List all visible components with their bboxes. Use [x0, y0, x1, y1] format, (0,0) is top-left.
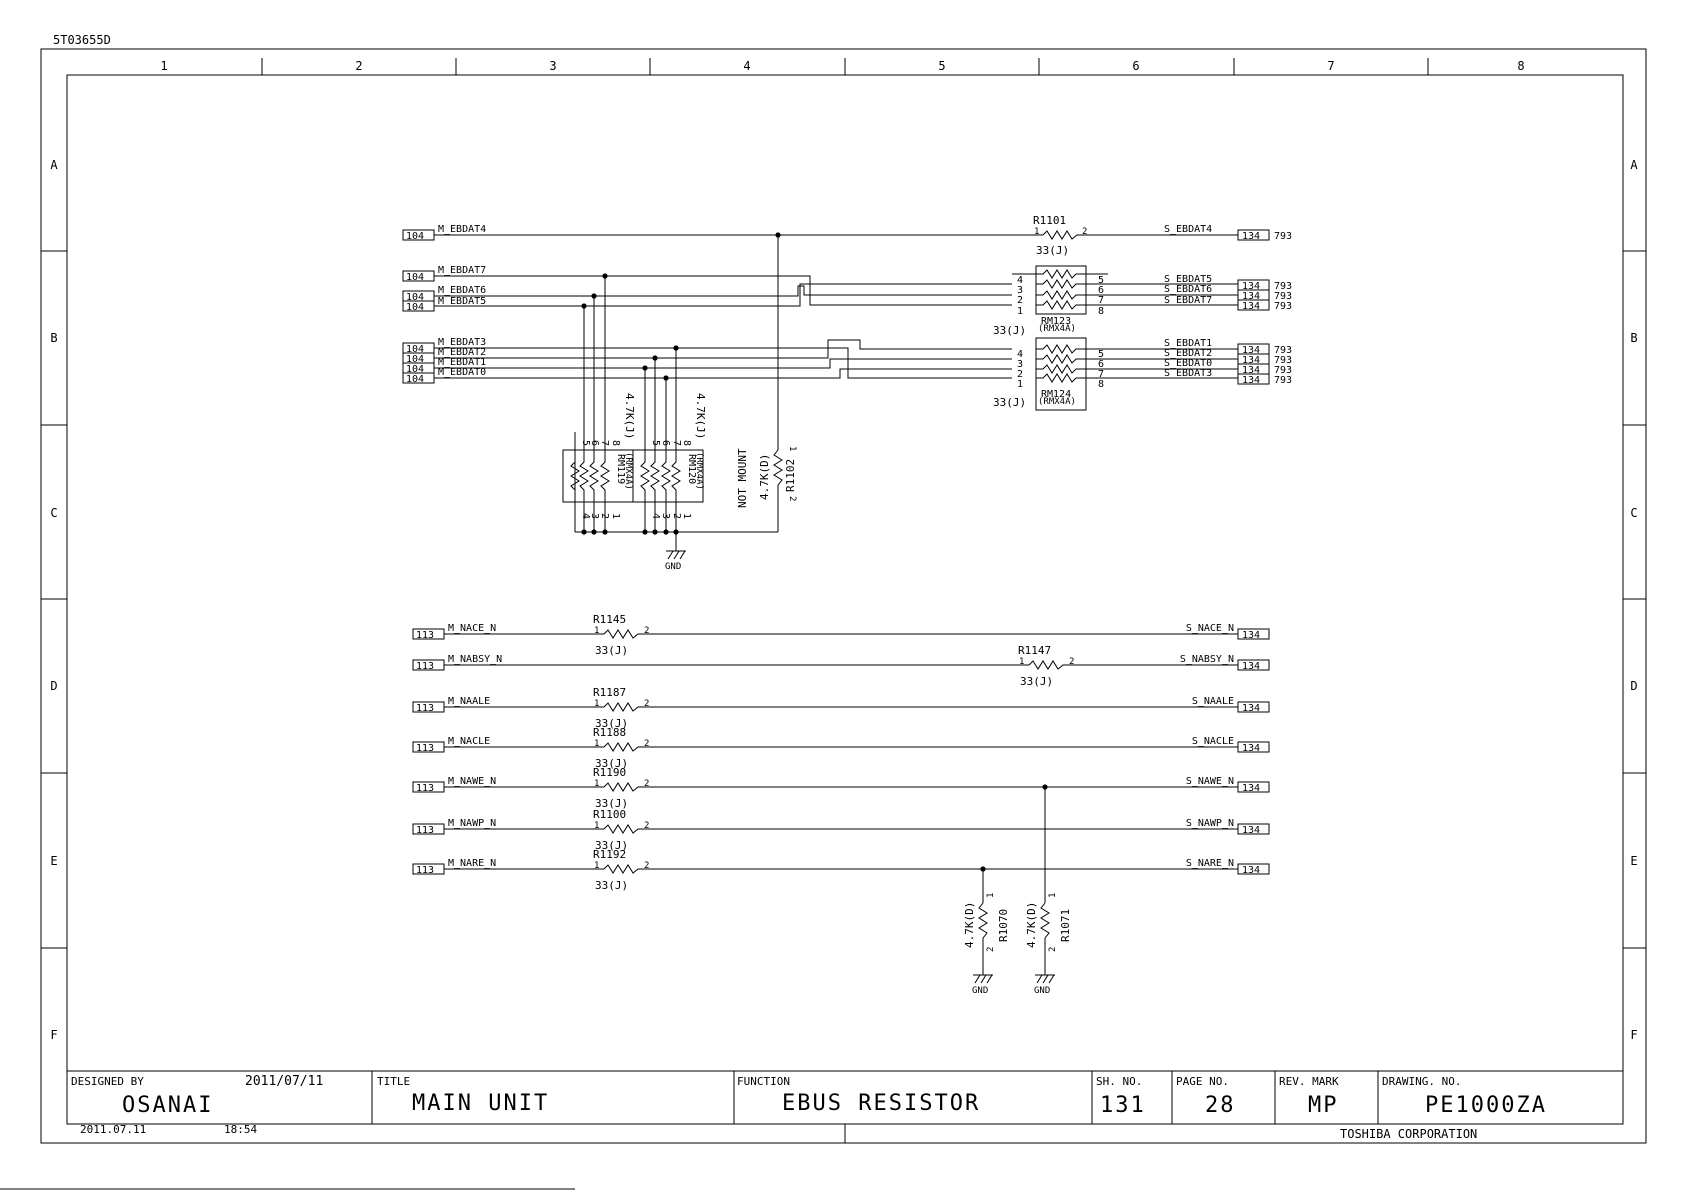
svg-text:134: 134 — [1242, 281, 1261, 292]
svg-text:3: 3 — [1017, 285, 1024, 296]
pin-label: 2 — [644, 739, 650, 749]
grid-col-1: 1 — [160, 59, 168, 73]
grid-col-3: 3 — [549, 59, 557, 73]
net-label-s-ebdat7: S_EBDAT7 — [1164, 295, 1213, 306]
port-page: 104 — [406, 344, 425, 355]
svg-text:2: 2 — [671, 513, 682, 520]
svg-text:6: 6 — [660, 440, 671, 447]
grid-col-5: 5 — [938, 59, 946, 73]
net-label-right: S_NARE_N — [1185, 858, 1234, 869]
port-page: 104 — [406, 354, 425, 365]
sheet-no: 131 — [1100, 1093, 1146, 1118]
svg-text:7: 7 — [1098, 295, 1105, 306]
svg-text:7: 7 — [599, 440, 610, 447]
net-label-s-ebdat2: S_EBDAT2 — [1164, 348, 1213, 359]
title-label: TITLE — [377, 1075, 411, 1088]
grid-col-8: 8 — [1517, 59, 1525, 73]
port-page: 134 — [1242, 661, 1261, 672]
port-page: 134 — [1242, 783, 1261, 794]
resistor-ref: R1100 — [593, 808, 627, 821]
print-time: 18:54 — [224, 1123, 258, 1136]
ebdat-section — [403, 214, 1292, 572]
row-ticks — [41, 251, 1646, 948]
resistor-ref: R1147 — [1018, 644, 1052, 657]
svg-text:6: 6 — [1098, 285, 1105, 296]
upper-wires — [434, 235, 1238, 551]
resistor-ref: R1190 — [593, 766, 627, 779]
svg-text:2: 2 — [787, 496, 797, 502]
svg-text:134: 134 — [1242, 231, 1261, 242]
grid-row-f-right: F — [1630, 1028, 1638, 1042]
svg-text:2: 2 — [1017, 295, 1024, 306]
grid-row-d-right: D — [1630, 679, 1638, 693]
nand-net-row — [413, 686, 1269, 730]
svg-text:793: 793 — [1274, 345, 1293, 356]
svg-text:134: 134 — [1242, 355, 1261, 366]
function-value: EBUS RESISTOR — [782, 1091, 981, 1116]
grid-row-c-left: C — [50, 506, 58, 520]
pin-label: 2 — [644, 626, 650, 636]
svg-text:7: 7 — [671, 440, 682, 447]
resistor-value: 33(J) — [595, 839, 629, 852]
svg-text:2: 2 — [1017, 369, 1024, 380]
resistor-array-rm120 — [633, 393, 707, 519]
resistor-ref: R1187 — [593, 686, 627, 699]
port-page: 134 — [1242, 630, 1261, 641]
net-label-m-ebdat1: M_EBDAT1 — [438, 357, 487, 368]
resistor-value: 33(J) — [595, 879, 629, 892]
grid-row-e-right: E — [1630, 854, 1638, 868]
net-label-right: S_NAWE_N — [1185, 776, 1234, 787]
grid-col-7: 7 — [1327, 59, 1335, 73]
grid-row-b-right: B — [1630, 331, 1638, 345]
pin-label: 1 — [594, 779, 600, 789]
nand-net-row — [413, 613, 1269, 657]
grid-row-f-left: F — [50, 1028, 58, 1042]
net-label-s-ebdat6: S_EBDAT6 — [1164, 284, 1213, 295]
designed-by-label: DESIGNED BY — [71, 1075, 144, 1088]
drawing-no-label: DRAWING. NO. — [1382, 1075, 1462, 1088]
net-label-s-ebdat1: S_EBDAT1 — [1164, 338, 1213, 349]
grid-row-d-left: D — [50, 679, 58, 693]
grid-row-a-right: A — [1630, 158, 1638, 172]
grid-row-a-left: A — [50, 158, 58, 172]
upper-left-ports — [403, 224, 486, 385]
net-label-left: M_NABSY_N — [448, 654, 503, 665]
rev-mark-label: REV. MARK — [1279, 1075, 1339, 1088]
print-date: 2011.07.11 — [80, 1123, 147, 1136]
net-label-s-ebdat4: S_EBDAT4 — [1164, 224, 1213, 235]
pin-label: 2 — [644, 861, 650, 871]
net-label-right: S_NAALE — [1191, 696, 1234, 707]
resistor-ref: R1188 — [593, 726, 627, 739]
drawing-no: PE1000ZA — [1425, 1093, 1547, 1118]
net-label-left: M_NAWP_N — [448, 818, 497, 829]
inner-border — [67, 75, 1623, 1124]
pin-label: 1 — [1019, 657, 1025, 667]
nand-section — [413, 613, 1269, 996]
net-label-m-ebdat6: M_EBDAT6 — [438, 285, 487, 296]
svg-text:134: 134 — [1242, 345, 1261, 356]
grid-col-4: 4 — [743, 59, 751, 73]
function-label: FUNCTION — [737, 1075, 790, 1088]
svg-text:1: 1 — [681, 513, 692, 520]
value-rm120: 4.7K(J) — [694, 393, 707, 440]
value-rm124: 33(J) — [993, 396, 1027, 409]
svg-text:793: 793 — [1274, 291, 1293, 302]
row-labels — [50, 158, 1638, 1042]
svg-text:5: 5 — [1098, 349, 1105, 360]
resistor-value: 33(J) — [595, 757, 629, 770]
pin-label: 2 — [644, 821, 650, 831]
net-label-s-ebdat0: S_EBDAT0 — [1164, 358, 1213, 369]
net-label-left: M_NAALE — [448, 696, 491, 707]
ref-r1102: R1102 — [784, 458, 797, 492]
grid-row-e-left: E — [50, 854, 58, 868]
resistor-r1071 — [1025, 784, 1072, 996]
svg-text:4: 4 — [1017, 349, 1024, 360]
svg-text:6: 6 — [1098, 359, 1105, 370]
svg-text:793: 793 — [1274, 301, 1293, 312]
pin-label: 1 — [1034, 227, 1040, 237]
svg-text:GND: GND — [665, 562, 682, 572]
svg-text:GND: GND — [1034, 986, 1051, 996]
net-label-left: M_NARE_N — [448, 858, 497, 869]
svg-text:1: 1 — [787, 446, 797, 452]
svg-text:1: 1 — [986, 892, 996, 898]
port-page: 113 — [416, 661, 435, 672]
port-page: 113 — [416, 865, 435, 876]
value-r1101: 33(J) — [1036, 244, 1070, 257]
note-not-mount: NOT MOUNT — [736, 448, 749, 508]
port-page: 134 — [1242, 743, 1261, 754]
pin-label: 1 — [594, 739, 600, 749]
svg-text:8: 8 — [1098, 379, 1105, 390]
net-label-left: M_NACLE — [448, 736, 491, 747]
title-value: MAIN UNIT — [412, 1091, 550, 1116]
resistor-value: 33(J) — [1020, 675, 1054, 688]
value-r1102: 4.7K(D) — [758, 453, 771, 500]
port-page: 134 — [1242, 865, 1261, 876]
svg-text:R1070: R1070 — [997, 908, 1010, 942]
svg-text:8: 8 — [610, 440, 621, 447]
svg-text:2: 2 — [599, 513, 610, 520]
title-block — [67, 1071, 1623, 1143]
ref-rm119: RM119 — [615, 454, 626, 485]
resistor-array-rm123 — [993, 266, 1108, 337]
svg-text:134: 134 — [1242, 365, 1261, 376]
net-label-m-ebdat2: M_EBDAT2 — [438, 347, 487, 358]
pin-label: 1 — [594, 821, 600, 831]
port-page: 134 — [1242, 703, 1261, 714]
svg-text:3: 3 — [589, 513, 600, 520]
grid-col-2: 2 — [355, 59, 363, 73]
gnd-symbol-upper — [665, 551, 686, 572]
net-label-right: S_NAWP_N — [1185, 818, 1234, 829]
svg-text:2: 2 — [986, 946, 996, 952]
nand-net-row — [413, 726, 1269, 770]
nand-net-row — [413, 848, 1269, 892]
resistor-value: 33(J) — [595, 717, 629, 730]
net-label-right: S_NABSY_N — [1179, 654, 1234, 665]
nand-net-row — [413, 766, 1269, 810]
svg-text:7: 7 — [1098, 369, 1105, 380]
pin-label: 2 — [1069, 657, 1075, 667]
nand-net-row — [413, 808, 1269, 852]
port-page: 134 — [1242, 825, 1261, 836]
svg-text:2: 2 — [1048, 946, 1058, 952]
port-page: 113 — [416, 630, 435, 641]
net-label-right: S_NACE_N — [1185, 623, 1234, 634]
svg-text:134: 134 — [1242, 301, 1261, 312]
port-page: 104 — [406, 231, 425, 242]
pin-label: 2 — [644, 699, 650, 709]
resistor-r1070 — [963, 866, 1010, 996]
sheet-no-label: SH. NO. — [1096, 1075, 1143, 1088]
port-page: 104 — [406, 374, 425, 385]
net-label-s-ebdat5: S_EBDAT5 — [1164, 274, 1213, 285]
net-label-s-ebdat3: S_EBDAT3 — [1164, 368, 1213, 379]
pkg-rm123: (RMX4A) — [1038, 324, 1076, 334]
resistor-array-rm119 — [563, 393, 636, 519]
net-label-m-ebdat0: M_EBDAT0 — [438, 367, 487, 378]
svg-text:4.7K(D): 4.7K(D) — [1025, 901, 1038, 948]
svg-text:1: 1 — [1017, 306, 1024, 317]
rev-mark: MP — [1308, 1093, 1339, 1118]
column-dividers — [262, 58, 1428, 75]
value-rm123: 33(J) — [993, 324, 1027, 337]
svg-text:6: 6 — [589, 440, 600, 447]
svg-text:1: 1 — [610, 513, 621, 520]
ref-rm120: RM120 — [686, 454, 697, 485]
ref-rm123: RM123 — [1041, 316, 1072, 327]
net-label-left: M_NAWE_N — [448, 776, 497, 787]
svg-text:GND: GND — [972, 986, 989, 996]
page-no-label: PAGE NO. — [1176, 1075, 1229, 1088]
value-rm119: 4.7K(J) — [623, 393, 636, 440]
pkg-rm120: (RMX4A) — [694, 452, 704, 490]
svg-text:5: 5 — [580, 440, 591, 447]
svg-text:5: 5 — [1098, 275, 1105, 286]
svg-text:134: 134 — [1242, 291, 1261, 302]
port-page: 104 — [406, 272, 425, 283]
svg-text:R1071: R1071 — [1059, 908, 1072, 942]
pin-label: 1 — [594, 861, 600, 871]
pin-label: 2 — [644, 779, 650, 789]
grid-row-b-left: B — [50, 331, 58, 345]
port-page: 104 — [406, 364, 425, 375]
svg-text:8: 8 — [1098, 306, 1105, 317]
net-label-left: M_NACE_N — [448, 623, 497, 634]
port-page: 113 — [416, 703, 435, 714]
grid-row-c-right: C — [1630, 506, 1638, 520]
pkg-rm119: (RMX4A) — [623, 452, 633, 490]
net-label-m-ebdat5: M_EBDAT5 — [438, 296, 487, 307]
pin-label: 1 — [594, 626, 600, 636]
resistor-r1102 — [736, 446, 797, 508]
ref-rm124: RM124 — [1041, 389, 1072, 400]
svg-text:134: 134 — [1242, 375, 1261, 386]
resistor-ref: R1192 — [593, 848, 627, 861]
port-page: 113 — [416, 783, 435, 794]
net-label-m-ebdat7: M_EBDAT7 — [438, 265, 487, 276]
svg-text:1: 1 — [1048, 892, 1058, 898]
svg-text:793: 793 — [1274, 375, 1293, 386]
designer-name: OSANAI — [122, 1093, 214, 1118]
company-name: TOSHIBA CORPORATION — [1340, 1127, 1478, 1141]
resistor-value: 33(J) — [595, 797, 629, 810]
ref-r1101: R1101 — [1033, 214, 1067, 227]
svg-text:793: 793 — [1274, 281, 1293, 292]
doc-number: 5T03655D — [53, 33, 111, 47]
svg-text:3: 3 — [1017, 359, 1024, 370]
net-label-m-ebdat4: M_EBDAT4 — [438, 224, 487, 235]
port-page: 104 — [406, 302, 425, 313]
svg-text:793: 793 — [1274, 365, 1293, 376]
pin-label: 1 — [594, 699, 600, 709]
port-page: 113 — [416, 825, 435, 836]
page-no: 28 — [1205, 1093, 1236, 1118]
grid-col-6: 6 — [1132, 59, 1140, 73]
svg-text:793: 793 — [1274, 231, 1293, 242]
designed-date: 2011/07/11 — [245, 1074, 324, 1089]
port-page: 104 — [406, 292, 425, 303]
resistor-ref: R1145 — [593, 613, 627, 626]
resistor-value: 33(J) — [595, 644, 629, 657]
svg-text:4: 4 — [650, 513, 661, 520]
svg-text:4: 4 — [1017, 275, 1024, 286]
port-page: 113 — [416, 743, 435, 754]
svg-text:4.7K(D): 4.7K(D) — [963, 901, 976, 948]
svg-text:4: 4 — [580, 513, 591, 520]
outer-border — [41, 49, 1646, 1143]
svg-text:1: 1 — [1017, 379, 1024, 390]
svg-text:3: 3 — [660, 513, 671, 520]
pin-label: 2 — [1082, 227, 1088, 237]
column-labels — [160, 59, 1524, 73]
pkg-rm124: (RMX4A) — [1038, 397, 1076, 407]
svg-text:5: 5 — [650, 440, 661, 447]
nand-net-row — [413, 644, 1269, 688]
svg-text:793: 793 — [1274, 355, 1293, 366]
net-label-m-ebdat3: M_EBDAT3 — [438, 337, 487, 348]
net-label-right: S_NACLE — [1191, 736, 1234, 747]
upper-junctions — [581, 232, 780, 534]
svg-text:8: 8 — [681, 440, 692, 447]
